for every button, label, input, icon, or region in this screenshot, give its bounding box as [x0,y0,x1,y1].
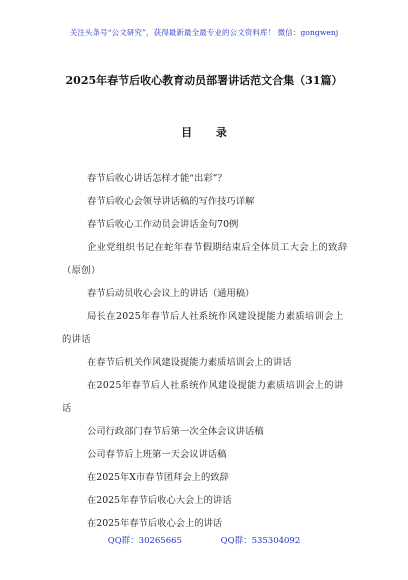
toc-entry[interactable]: 春节后动员收心会议上的讲话（通用稿） [87,288,255,299]
footer-qq-groups [0,534,408,546]
toc-entry[interactable]: 在2025年春节后收心会上的讲话 [87,518,223,529]
toc-entry[interactable]: 春节后收心会领导讲话稿的写作技巧详解 [87,196,255,207]
toc-heading: 目 录 [181,126,237,139]
toc-entry[interactable]: 公司行政部门春节后第一次全体会议讲话稿 [87,426,264,437]
toc-entry[interactable]: 春节后收心讲话怎样才能“出彩”？ [87,173,227,184]
toc-entry[interactable]: 在2025年春节后人社系统作风建设提能力素质培训会上的讲话 [62,380,344,414]
qq-group-1: QQ群：30265665 [107,536,182,546]
toc-entry[interactable]: 在2025年春节后收心大会上的讲话 [87,495,232,506]
header-promo-note: 关注头条号“公文研究”，获得最新最全最专业的公文资料库！ 微信：gongwenj [69,28,339,37]
toc-entry[interactable]: 春节后收心工作动员会讲话金句70例 [87,219,239,230]
toc-entry[interactable]: 企业党组织书记在蛇年春节假期结束后全体员工大会上的致辞（原创） [62,242,348,276]
toc-entry[interactable]: 公司春节后上班第一天会议讲话稿 [87,449,227,460]
toc-entry[interactable]: 局长在2025年春节后人社系统作风建设提能力素质培训会上的讲话 [62,311,344,345]
toc-entry[interactable]: 在2025年X市春节团拜会上的致辞 [87,472,229,483]
toc-entry[interactable]: 在春节后机关作风建设提能力素质培训会上的讲话 [87,357,292,368]
document-title: 2025年春节后收心教育动员部署讲话范文合集（31篇） [65,74,343,87]
qq-group-2: QQ群：535304092 [220,536,301,546]
